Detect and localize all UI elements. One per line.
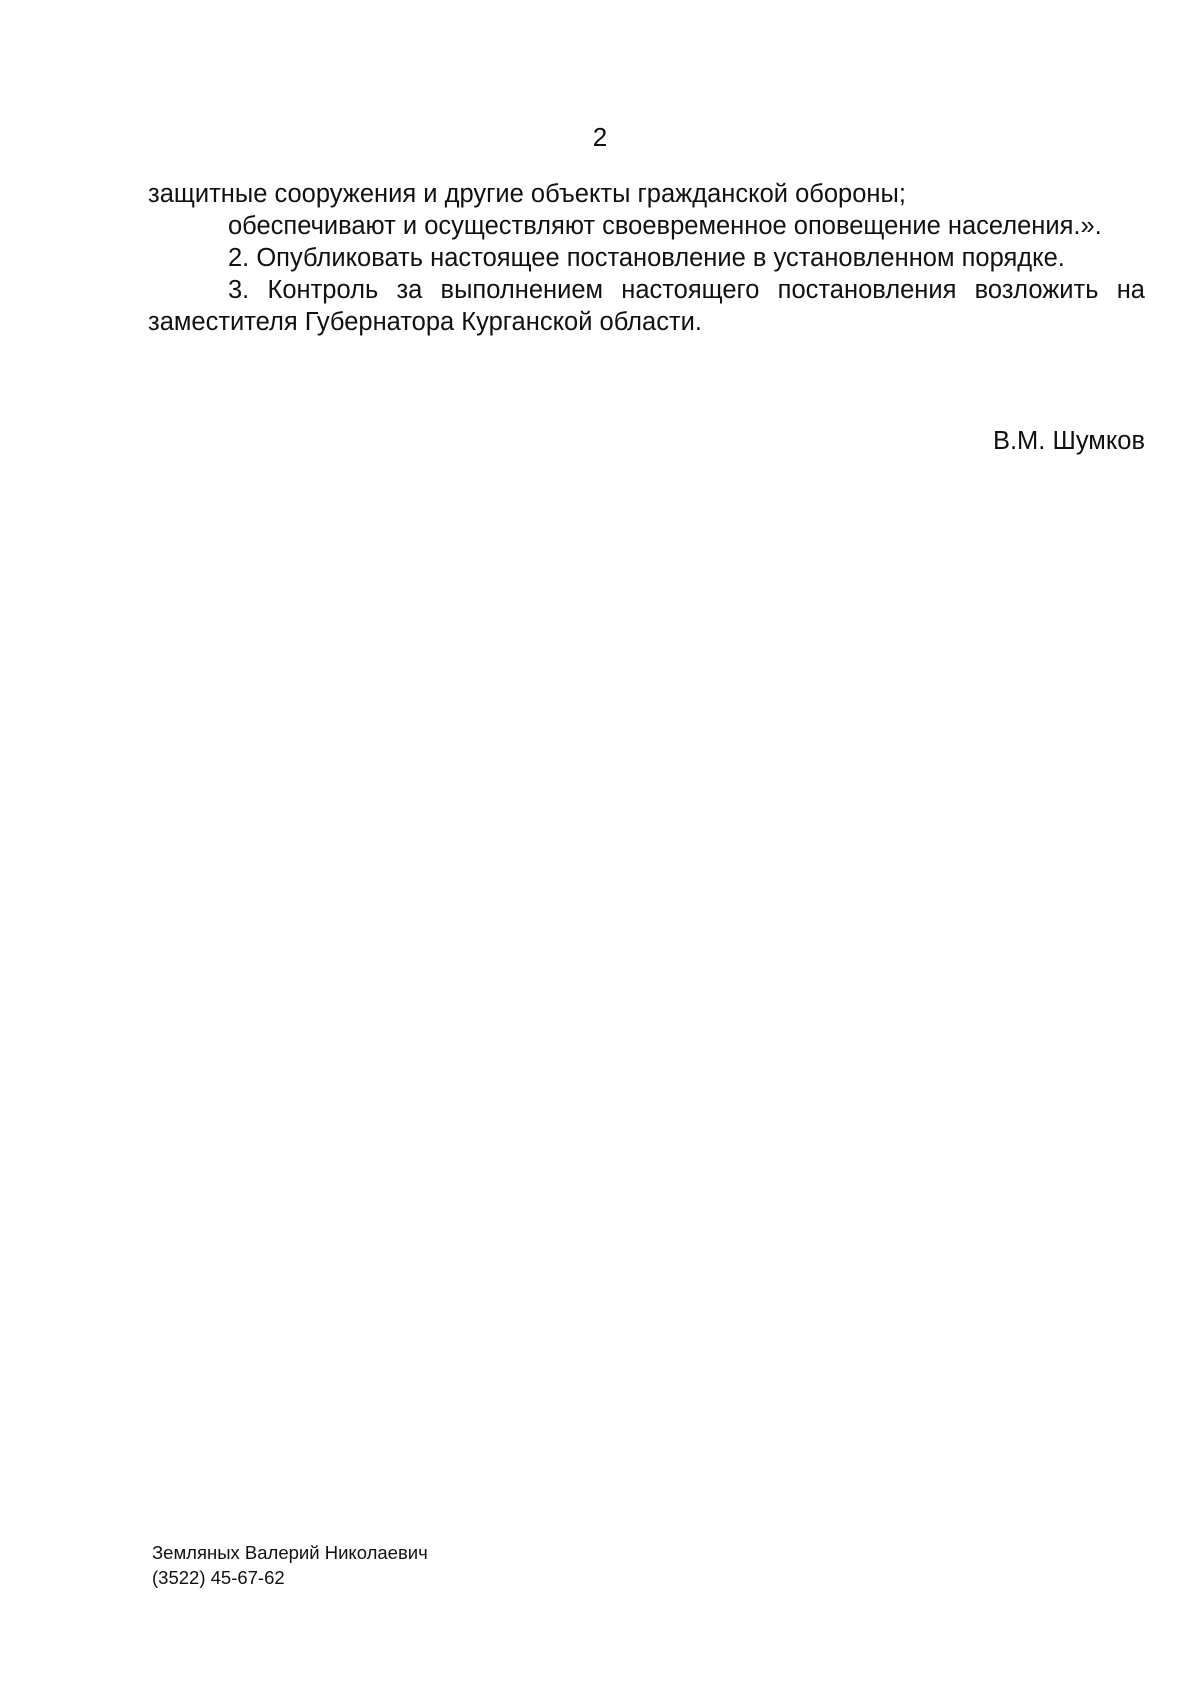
paragraph-publish: 2. Опубликовать настоящее постановление в установленном порядке.: [228, 244, 1065, 272]
paragraph-control: 3. Контроль за выполнением настоящего постановления возложить на заместителя Губернатора Курганской области.: [148, 276, 1145, 336]
paragraph-notification: обеспечивают и осуществляют своевременное оповещение населения.».: [228, 212, 1102, 240]
document-body: [148, 178, 1145, 338]
executor-phone: (3522) 45-67-62: [152, 1567, 285, 1588]
paragraph-continuation: защитные сооружения и другие объекты гражданской обороны;: [148, 180, 906, 208]
page-number: 2: [592, 122, 608, 152]
executor-info: [152, 1540, 428, 1590]
signature-name: В.М. Шумков: [992, 427, 1145, 455]
executor-name: Земляных Валерий Николаевич: [152, 1542, 428, 1563]
